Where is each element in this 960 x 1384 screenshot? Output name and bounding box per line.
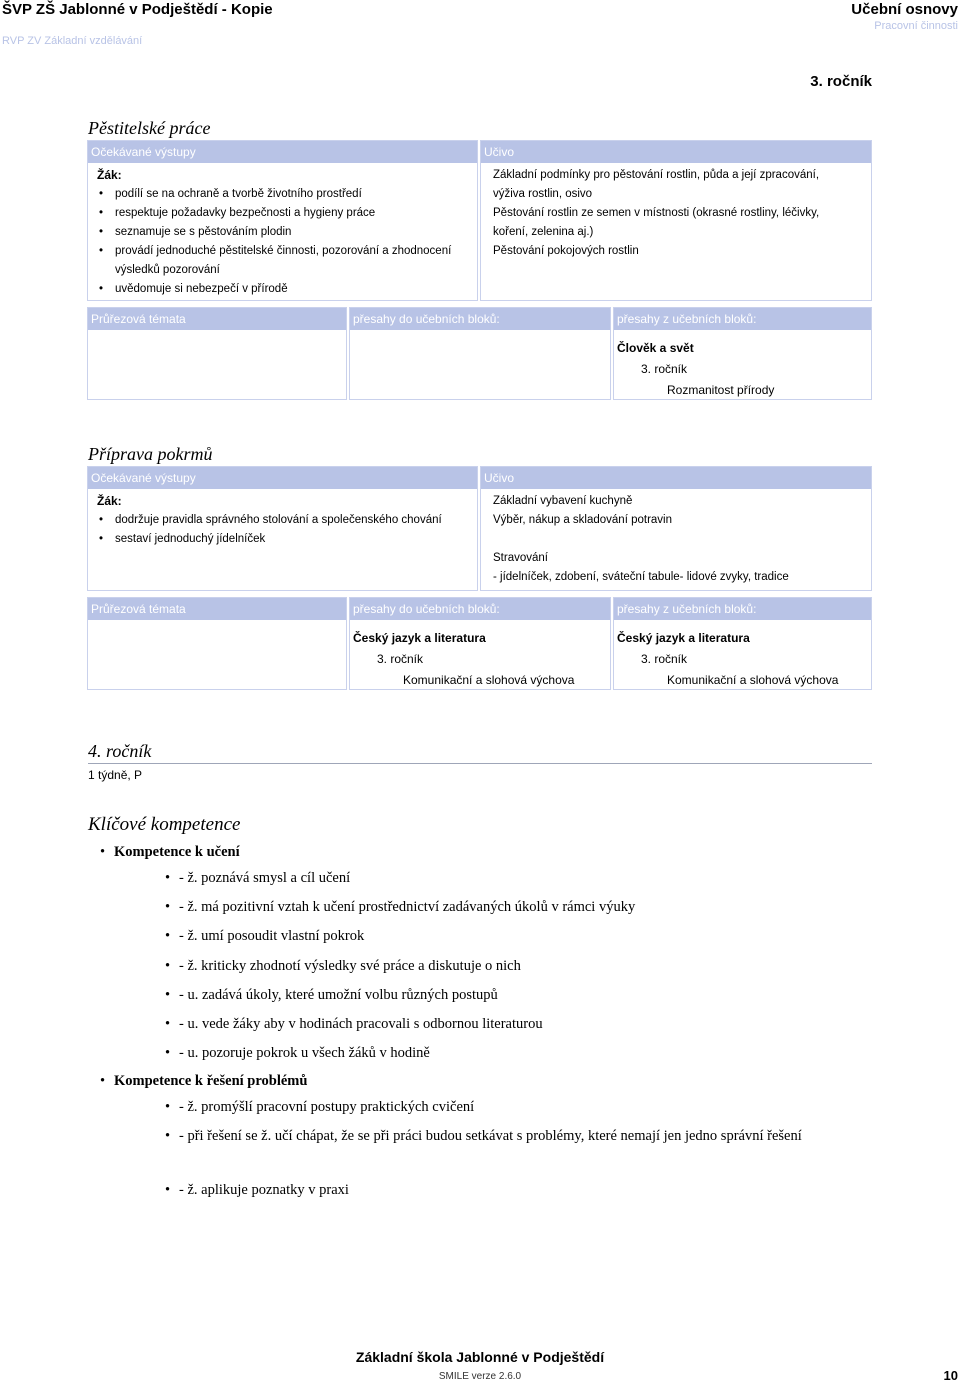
content-spacer: [493, 530, 863, 549]
content-panel: [480, 140, 872, 301]
content-line: Základní vybavení kuchyně: [493, 495, 633, 507]
outputs-panel: [87, 140, 478, 301]
links-from-panel: [613, 307, 872, 400]
footer-school-name: Základní škola Jablonné v Podještědí: [355, 1349, 605, 1365]
content-line: Základní podmínky pro pěstování rostlin, půda a její zpracování, výživa rostlin, osivo: [493, 169, 820, 200]
content-panel: [480, 466, 872, 591]
competence-item: • - ž. umí posoudit vlastní pokrok: [179, 924, 819, 949]
competences-title: Klíčové kompetence: [88, 814, 241, 835]
link-subject: Český jazyk a literatura: [353, 631, 486, 645]
link-grade: 3. ročník: [641, 652, 688, 666]
competence-item: • - ž. poznává smysl a cíl učení: [179, 866, 819, 891]
zak-label: Žák:: [97, 168, 122, 182]
content-line: Výběr, nákup a skladování potravin: [493, 514, 673, 526]
competence-item: • - ž. kriticky zhodnotí výsledky své práce a diskutuje o nich: [179, 954, 819, 979]
list-item: • provádí jednoduché pěstitelské činnosti, pozorování a zhodnocení výsledků pozorování: [97, 242, 469, 280]
link-grade: 3. ročník: [641, 362, 688, 376]
competence-item: • - při řešení se ž. učí chápat, že se při práci budou setkávat s problémy, které nemají jen jedno správní řešení: [179, 1124, 819, 1149]
cross-topics-header: Průřezová témata: [88, 308, 346, 330]
outputs-list: [97, 511, 469, 549]
content-line: Pěstování pokojových rostlin: [493, 245, 639, 257]
content-line: Pěstování rostlin ze semen v místnosti (okrasné rostliny, léčivky, koření, zelenina aj.): [493, 207, 820, 238]
competence-item: • - ž. promýšlí pracovní postupy praktických cvičení: [179, 1095, 819, 1120]
link-subject: Člověk a svět: [617, 341, 694, 355]
links-to-header: přesahy do učebních bloků:: [350, 308, 610, 330]
competence-item: • - ž. aplikuje poznatky v praxi: [179, 1178, 819, 1203]
content-line: Stravování: [493, 552, 548, 564]
divider: [88, 763, 872, 764]
list-item: • respektuje požadavky bezpečnosti a hygieny práce: [97, 204, 469, 223]
link-topic: Komunikační a slohová výchova: [403, 673, 575, 687]
document-subtitle: RVP ZV Základní vzdělávání: [2, 35, 143, 47]
cross-topics-panel: [87, 597, 347, 690]
competence-item: • - u. zadává úkoly, které umožní volbu různých postupů: [179, 983, 819, 1008]
block-title: Příprava pokrmů: [88, 444, 213, 464]
cross-topics-panel: [87, 307, 347, 400]
competence-item: • - u. pozoruje pokrok u všech žáků v hodině: [179, 1041, 819, 1066]
footer-version: SMILE verze 2.6.0: [438, 1371, 522, 1382]
outputs-header: Očekávané výstupy: [88, 141, 477, 163]
hours-per-week: 1 týdně, P: [88, 768, 143, 782]
cross-topics-header: Průřezová témata: [88, 598, 346, 620]
page-number: 10: [943, 1368, 958, 1383]
list-item: • podílí se na ochraně a tvorbě životního prostředí: [97, 185, 469, 204]
links-from-panel: [613, 597, 872, 690]
content-line: - jídelníček, zdobení, sváteční tabule- lidové zvyky, tradice: [493, 571, 789, 583]
links-to-header: přesahy do učebních bloků:: [350, 598, 610, 620]
content-header: Učivo: [481, 467, 871, 489]
link-subject: Český jazyk a literatura: [617, 631, 750, 645]
competence-group: • Kompetence k učení: [114, 844, 240, 861]
outputs-panel: [87, 466, 478, 591]
links-to-panel: [349, 307, 611, 400]
section-subtitle: Pracovní činnosti: [874, 20, 958, 32]
links-from-header: přesahy z učebních bloků:: [614, 598, 871, 620]
list-item: • sestaví jednoduchý jídelníček: [97, 530, 469, 549]
competence-item: • - ž. má pozitivní vztah k učení prostřednictví zadávaných úkolů v rámci výuky: [179, 895, 819, 920]
link-topic: Komunikační a slohová výchova: [667, 673, 839, 687]
grade-heading: 3. ročník: [810, 73, 872, 90]
list-item: • dodržuje pravidla správného stolování a společenského chování: [97, 511, 469, 530]
link-grade: 3. ročník: [377, 652, 424, 666]
zak-label: Žák:: [97, 494, 122, 508]
outputs-list: [97, 185, 469, 299]
links-from-header: přesahy z učebních bloků:: [614, 308, 871, 330]
block-title: Pěstitelské práce: [88, 118, 211, 138]
list-item: • seznamuje se s pěstováním plodin: [97, 223, 469, 242]
content-header: Učivo: [481, 141, 871, 163]
section-title: Učební osnovy: [851, 1, 958, 18]
links-to-panel: [349, 597, 611, 690]
outputs-header: Očekávané výstupy: [88, 467, 477, 489]
document-title: ŠVP ZŠ Jablonné v Podještědí - Kopie: [2, 1, 273, 18]
link-topic: Rozmanitost přírody: [667, 383, 775, 397]
list-item: • uvědomuje si nebezpečí v přírodě: [97, 280, 469, 299]
competence-item: • - u. vede žáky aby v hodinách pracovali s odbornou literaturou: [179, 1012, 819, 1037]
grade-title: 4. ročník: [88, 741, 152, 761]
competence-group: • Kompetence k řešení problémů: [114, 1073, 307, 1090]
